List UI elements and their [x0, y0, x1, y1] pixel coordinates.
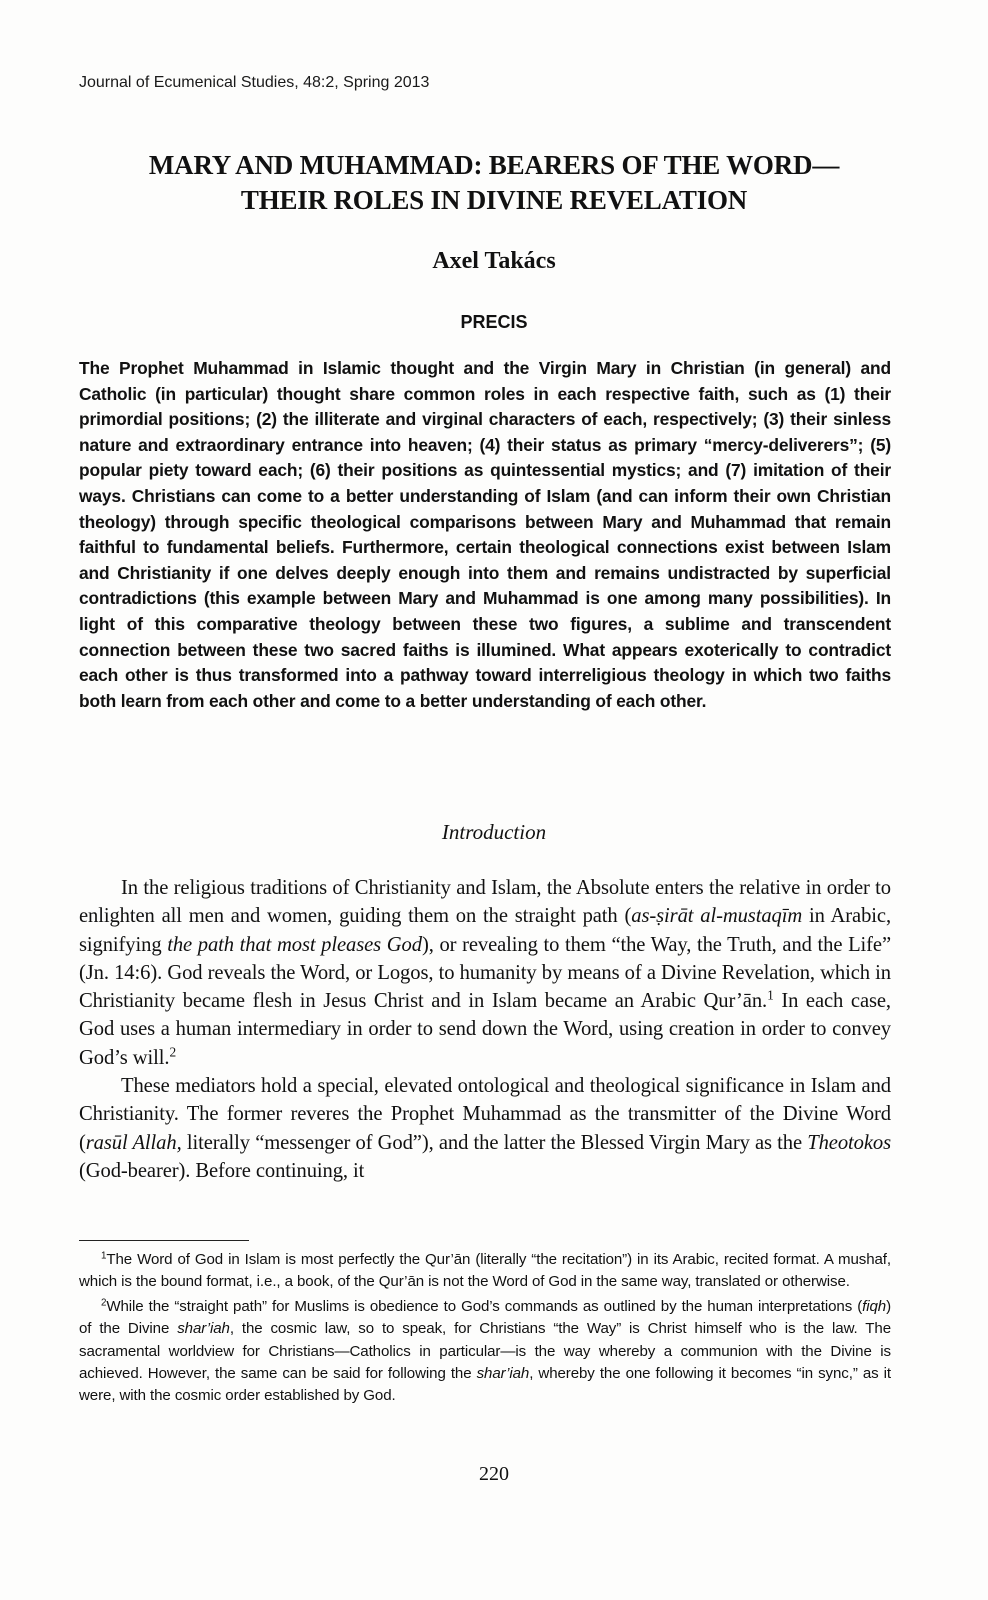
page-number: 220 [479, 1463, 509, 1485]
italic-term: fiqh [862, 1297, 887, 1315]
footnote-text: The Word of God in Islam is most perfectly the Qur’ān (literally “the recitation”) in its Arabic, recited format. A mushaf, which is the bound format, i.e., a book, of the Qur’ān is not the Word of God in the same way, translated or otherwise. [79, 1251, 891, 1291]
body-text-span: These mediators hold a special, elevated ontological and theological significance in Islam and Christianity. The former reveres the Prophet Muhammad as the transmitter of the Divine Word ( [79, 1075, 891, 1154]
footnote-divider [79, 1240, 249, 1241]
footnote-text: ) of the Divine [79, 1297, 891, 1338]
author-name: Axel Takács [432, 248, 556, 274]
introduction-heading: Introduction [441, 820, 547, 844]
italic-term: rasūl Allah, [85, 1131, 182, 1154]
body-text-span: ), or revealing to them “the Way, the Truth, and the Life” (Jn. 14:6). God reveals the Word, or Logos, to humanity by means of a Divine Revelation, which in Christianity became flesh in Jesus Christ and in Islam became an Arabic Qur’ān. [79, 933, 892, 1013]
footnote-text: , whereby the one following it becomes “in sync,” as it were, with the cosmic order established by God. [79, 1365, 891, 1405]
footnote-text: While the “straight path” for Muslims is obedience to God’s commands as outlined by the human interpretations ( [106, 1297, 863, 1315]
italic-term: shar’iah [476, 1365, 530, 1383]
footnote-marker-1: 1 [101, 1250, 107, 1262]
title-line-2: THEIR ROLES IN DIVINE REVELATION [240, 185, 748, 215]
italic-term: shar’iah [177, 1320, 230, 1338]
body-text-span: In each case, God uses a human intermediary in order to send down the Word, using creation in order to convey God’s will. [79, 990, 891, 1069]
running-header: Journal of Ecumenical Studies, 48:2, Spring 2013 [79, 74, 430, 91]
article-title [60, 148, 928, 218]
body-text-span: literally “messenger of God”), and the latter the Blessed Virgin Mary as the [181, 1131, 808, 1154]
body-text-span: in Arabic, signifying [79, 905, 891, 956]
footnote-1 [79, 1249, 891, 1294]
footnotes [79, 1249, 891, 1410]
italic-term: as-ṣirāt al-mustaqīm [631, 905, 803, 928]
italic-phrase: the path that most pleases God [167, 933, 422, 956]
body-text-span: In the religious traditions of Christianity and Islam, the Absolute enters the relative in order to enlighten all men and women, guiding them on the straight path ( [79, 877, 891, 928]
body-paragraph-2 [79, 1072, 891, 1185]
italic-term: Theotokos [807, 1131, 891, 1154]
footnote-ref-2[interactable]: 2 [169, 1044, 177, 1060]
body-text-span: (God-bearer). Before continuing, it [79, 1159, 365, 1182]
footnote-2 [79, 1296, 891, 1408]
body-text [79, 874, 891, 1185]
footnote-text: , the cosmic law, so to speak, for Christians “the Way” is Christ himself who is the law. The sacramental worldview for Christians—Catholics in particular—is the way whereby a communion with the Divine is achieved. However, the same can be said for following the [79, 1320, 891, 1383]
footnote-ref-1[interactable]: 1 [767, 987, 774, 1003]
footnote-marker-2: 2 [101, 1297, 107, 1309]
body-paragraph-1 [79, 874, 891, 1072]
precis-abstract: The Prophet Muhammad in Islamic thought and the Virgin Mary in Christian (in general) and Catholic (in particular) thought share common roles in each respective faith, such as (1) their primordial positions; (2) the illiterate and virginal characters of each, respectively; (3) their sinless nature and extraordinary entrance into heaven; (4) their status as primary “mercy-deliverers”; (5) popular piety toward each; (6) their positions as quintessential mystics; and (7) imitation of their ways. Christians can come to a better understanding of Islam (and can inform their own Christian theology) through specific theological comparisons between Mary and Muhammad that remain faithful to fundamental beliefs. Furthermore, certain theological connections exist between Islam and Christianity if one delves deeply enough into them and remains undistracted by superficial contradictions (this example between Mary and Muhammad is one among many possibilities). In light of this comparative theology between these two figures, a sublime and transcendent connection between these two sacred faiths is illumined. What appears exoterically to contradict each other is thus transformed into a pathway toward interreligious theology in which two faiths both learn from each other and come to a better understanding of each other. [79, 358, 891, 711]
title-line-1: MARY AND MUHAMMAD: BEARERS OF THE WORD— [148, 150, 840, 180]
precis-heading: PRECIS [460, 312, 528, 332]
